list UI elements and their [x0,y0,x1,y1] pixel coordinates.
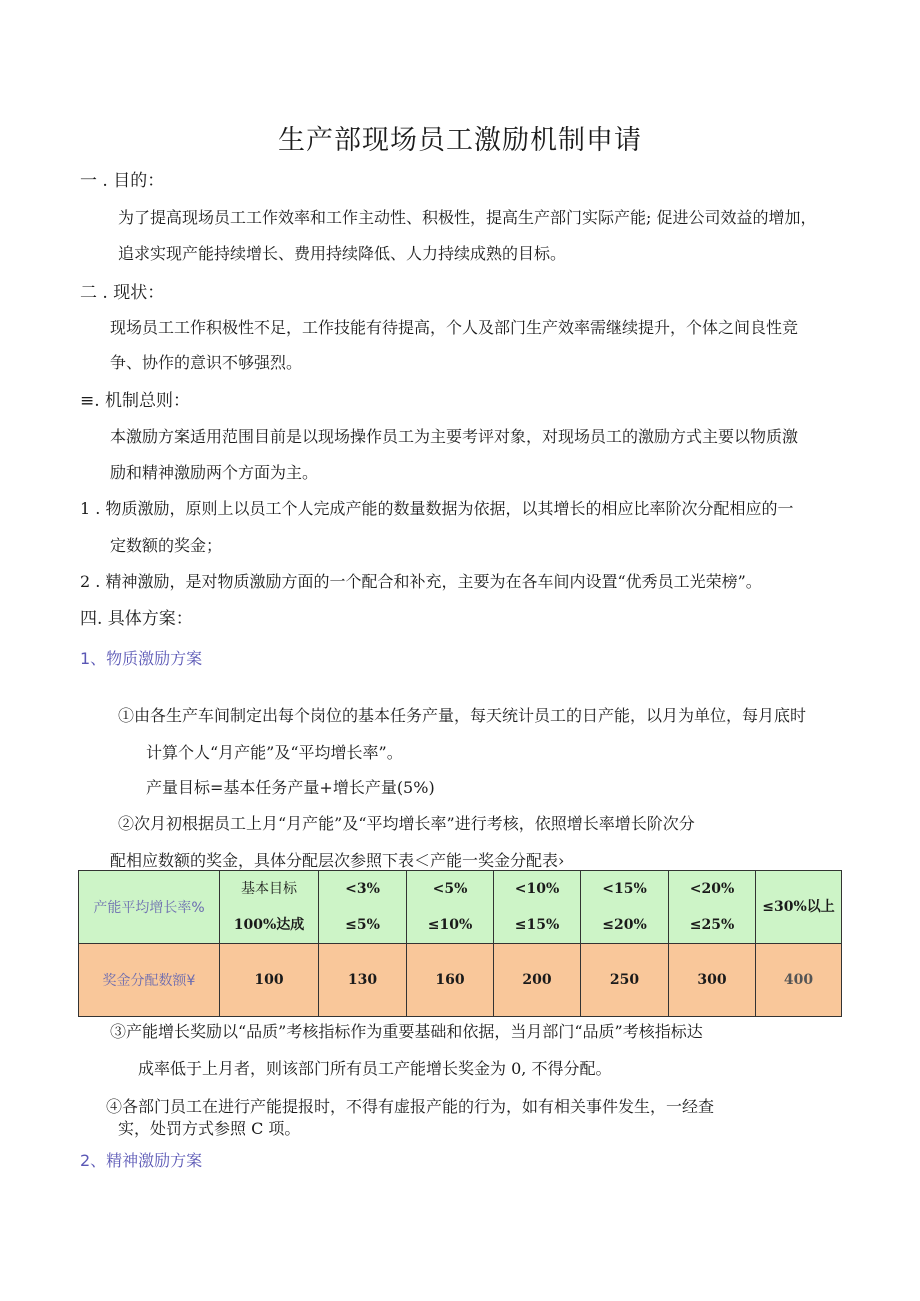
spiritual-incentive-item: 2 . 精神激励，是对物质激励方面的一个配合和补充，主要为在各车间内设置“优秀员工光荣榜”。 [80,572,762,591]
tier-upper: ≤5% [345,917,380,933]
section-heading-plan: 四. 具体方案： [80,609,193,629]
growth-rate-label: 产能平均增长率% [79,871,220,944]
plan-item4-line2: 实，处罚方式参照 C 项。 [118,1119,301,1138]
bonus-value: 400 [756,944,842,1017]
principles-text-line2: 励和精神激励两个方面为主。 [110,463,319,482]
base-target-label: 基本目标 [241,881,297,897]
base-target-value: 100%达成 [233,917,305,933]
table-cell [494,871,581,944]
tier-lower: <10% [514,881,560,897]
table-cell [407,871,494,944]
tier-upper: ≤25% [689,917,735,933]
tier-lower: <3% [345,881,380,897]
bonus-value: 250 [581,944,669,1017]
bonus-value: 200 [494,944,581,1017]
bonus-value: 100 [220,944,319,1017]
tier-upper: ≤20% [602,917,647,933]
subheading-spiritual-plan: 2、精神激励方案 [80,1151,203,1170]
output-target-formula: 产量目标=基本任务产量+增长产量(5%) [146,778,435,797]
tier-upper: ≤15% [514,917,560,933]
bonus-value: 130 [319,944,407,1017]
plan-item2-line2: 配相应数额的奖金，具体分配层次参照下表＜产能一奖金分配表› [110,851,565,870]
table-cell [581,871,669,944]
purpose-text-line2: 追求实现产能持续增长、费用持续降低、人力持续成熟的目标。 [118,244,567,263]
bonus-distribution-table [78,870,842,1017]
plan-item1-line1: ①由各生产车间制定出每个岗位的基本任务产量，每天统计员工的日产能，以月为单位，每月底时 [118,706,807,725]
status-text-line1: 现场员工工作积极性不足，工作技能有待提高，个人及部门生产效率需继续提升，个体之间良性竞 [110,318,799,337]
plan-item3-line2: 成率低于上月者，则该部门所有员工产能增长奖金为 0, 不得分配。 [138,1059,612,1078]
page-title: 生产部现场员工激励机制申请 [278,125,642,156]
table-cell [220,871,319,944]
tier-lower: <5% [432,881,468,897]
table-cell [669,871,756,944]
plan-item2-line1: ②次月初根据员工上月“月产能”及“平均增长率”进行考核，依照增长率增长阶次分 [118,814,695,833]
tier-upper: ≤10% [427,917,473,933]
section-heading-purpose: 一 . 目的： [80,171,165,191]
bonus-value: 160 [407,944,494,1017]
status-text-line2: 争、协作的意识不够强烈。 [110,353,303,372]
section-heading-status: 二 . 现状： [80,283,165,303]
tier-top: ≤30%以上 [762,899,835,915]
tier-lower: <20% [689,881,735,897]
section-heading-principles: ≡. 机制总则： [80,391,191,411]
bonus-amount-label: 奖金分配数额¥ [79,944,220,1017]
plan-item4-line1: ④各部门员工在进行产能提报时，不得有虚报产能的行为，如有相关事件发生，一经查 [106,1097,715,1116]
principles-text-line1: 本激励方案适用范围目前是以现场操作员工为主要考评对象，对现场员工的激励方式主要以物质激 [110,427,799,446]
material-incentive-item-line2: 定数额的奖金； [110,536,223,555]
plan-item3-line1: ③产能增长奖励以“品质”考核指标作为重要基础和依据，当月部门“品质”考核指标达 [110,1022,703,1041]
table-cell [319,871,407,944]
subheading-material-plan: 1、物质激励方案 [80,649,203,668]
table-row-bonus [79,944,842,1017]
table-row-growth-rate [79,871,842,944]
material-incentive-item-line1: 1 . 物质激励，原则上以员工个人完成产能的数量数据为依据，以其增长的相应比率阶次分配相应的一 [80,499,794,518]
table-cell [756,871,842,944]
tier-lower: <15% [602,881,647,897]
purpose-text-line1: 为了提高现场员工工作效率和工作主动性、积极性，提高生产部门实际产能; 促进公司效益的增加， [118,208,817,227]
plan-item1-line2: 计算个人“月产能”及“平均增长率”。 [146,743,403,762]
bonus-value: 300 [669,944,756,1017]
